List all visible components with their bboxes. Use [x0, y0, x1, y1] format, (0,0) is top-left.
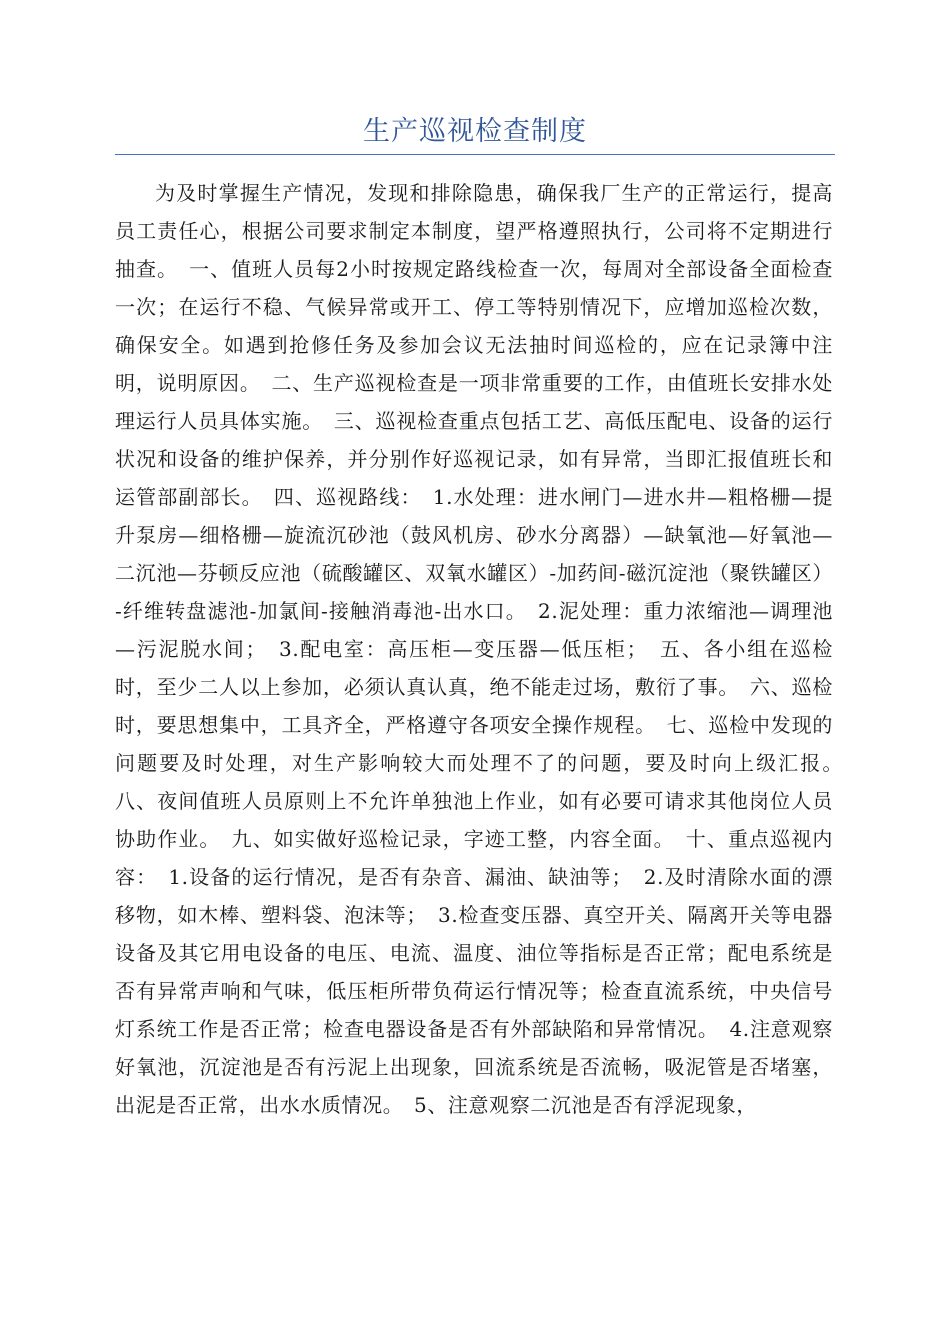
- title-underline: [115, 154, 835, 155]
- document-body-paragraph: 为及时掌握生产情况，发现和排除隐患，确保我厂生产的正常运行，提高员工责任心，根据公司要求制定本制度，望严格遵照执行，公司将不定期进行抽查。 一、值班人员每2小时按规定路线检查一次，每周对全部设备全面检查一次；在运行不稳、气候异常或开工、停工等特别情况下，应增加巡检次数，确保安全。如遇到抢修任务及参加会议无法抽时间巡检的，应在记录簿中注明，说明原因。 二、生产巡视检查是一项非常重要的工作，由值班长安排水处理运行人员具体实施。 三、巡视检查重点包括工艺、高低压配电、设备的运行状况和设备的维护保养，并分别作好巡视记录，如有异常，当即汇报值班长和运管部副部长。 四、巡视路线： 1.水处理：进水闸门—进水井—粗格栅—提升泵房—细格栅—旋流沉砂池（鼓风机房、砂水分离器）—缺氧池—好氧池—二沉池—芬顿反应池（硫酸罐区、双氧水罐区）-加药间-磁沉淀池（聚铁罐区）-纤维转盘滤池-加氯间-接触消毒池-出水口。 2.泥处理：重力浓缩池—调理池—污泥脱水间； 3.配电室：高压柜—变压器—低压柜； 五、各小组在巡检时，至少二人以上参加，必须认真认真，绝不能走过场，敷衍了事。 六、巡检时，要思想集中，工具齐全，严格遵守各项安全操作规程。 七、巡检中发现的问题要及时处理，对生产影响较大而处理不了的问题，要及时向上级汇报。 八、夜间值班人员原则上不允许单独池上作业，如有必要可请求其他岗位人员协助作业。 九、如实做好巡检记录，字迹工整，内容全面。 十、重点巡视内容： 1.设备的运行情况，是否有杂音、漏油、缺油等； 2.及时清除水面的漂移物，如木棒、塑料袋、泡沫等； 3.检查变压器、真空开关、隔离开关等电器设备及其它用电设备的电压、电流、温度、油位等指标是否正常；配电系统是否有异常声响和气味，低压柜所带负荷运行情况等；检查直流系统，中央信号灯系统工作是否正常；检查电器设备是否有外部缺陷和异常情况。 4.注意观察好氧池，沉淀池是否有污泥上出现象，回流系统是否流畅，吸泥管是否堵塞，出泥是否正常，出水水质情况。 5、注意观察二沉池是否有浮泥现象，: [115, 181, 854, 1117]
- document-title: 生产巡视检查制度: [363, 116, 587, 147]
